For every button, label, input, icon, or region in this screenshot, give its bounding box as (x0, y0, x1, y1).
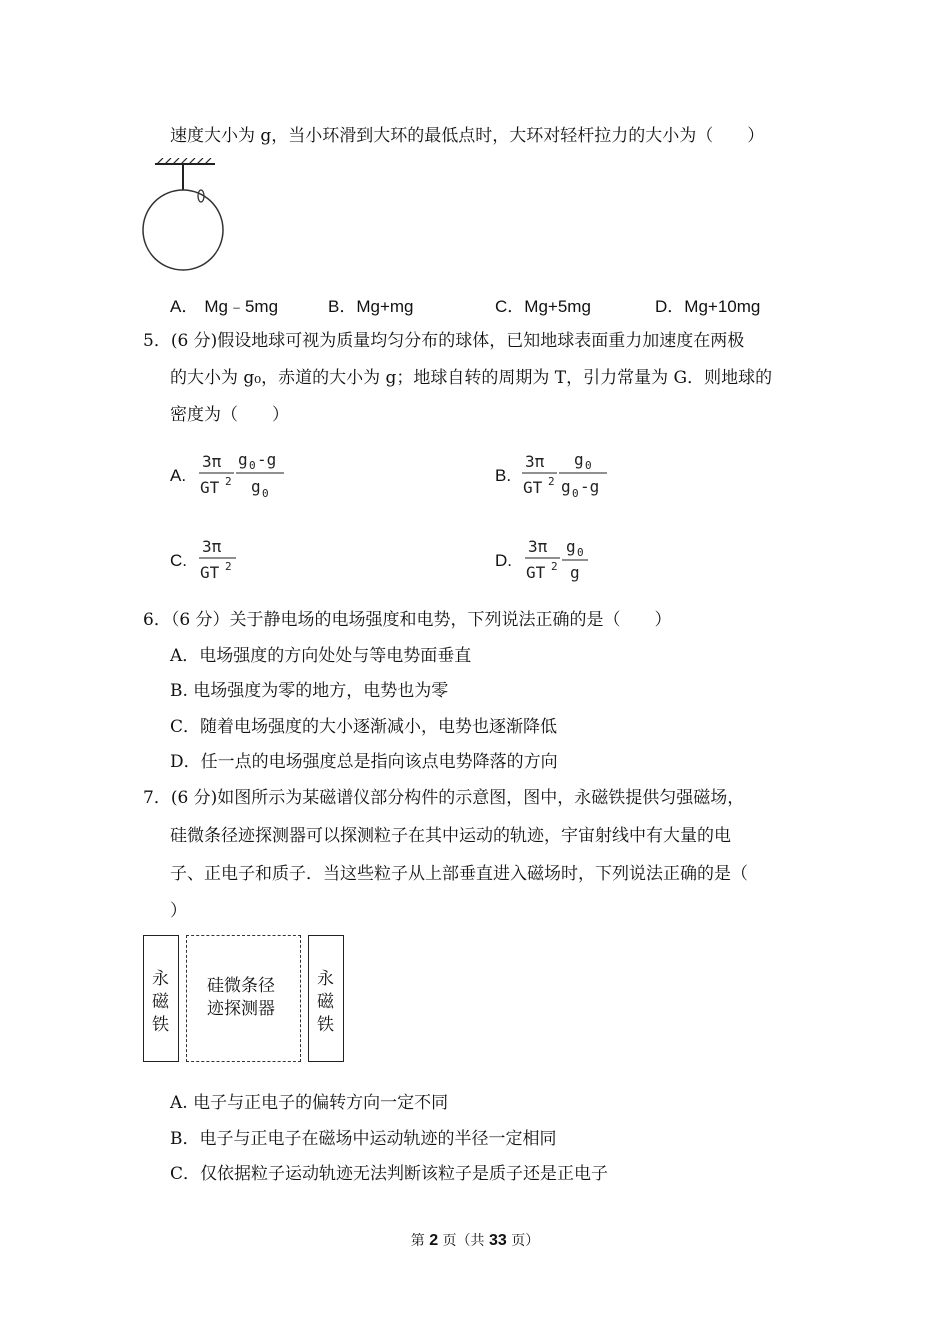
q5-d-den1: GT (526, 563, 546, 582)
q6-option-b[interactable]: B. 电场强度为零的地方，电势也为零 (170, 681, 449, 701)
q5-option-b-formula (519, 448, 619, 504)
footer-suffix: 页） (506, 1233, 540, 1249)
q7-stem-line3: 子、正电子和质子．当这些粒子从上部垂直进入磁场时，下列说法正确的是（ (170, 864, 748, 884)
q7-option-c[interactable]: C．仅依据粒子运动轨迹无法判断该粒子是质子还是正电子 (170, 1164, 609, 1184)
footer-page-number: 2 (429, 1232, 439, 1249)
q5-option-a-formula (196, 448, 296, 504)
left-magnet-char: 永 (152, 969, 169, 989)
q5-d-exp: 2 (551, 560, 558, 573)
q5-option-d-formula (522, 533, 602, 589)
page-footer (0, 1230, 950, 1250)
q5-a-den1: GT (200, 478, 220, 497)
q4-option-c[interactable]: C．Mg+5mg (495, 297, 591, 316)
q5-c-num1: 3π (202, 537, 222, 556)
left-magnet-box (143, 935, 179, 1062)
q5-a-den2: g (251, 477, 261, 496)
q6-stem: 6．（6 分）关于静电场的电场强度和电势，下列说法正确的是（ ） (143, 610, 672, 630)
footer-total-pages: 33 (489, 1232, 507, 1249)
q5-stem-line1: 5．(6 分)假设地球可视为质量均匀分布的球体，已知地球表面重力加速度在两极 (143, 331, 745, 351)
q5-a-num2sub: 0 (249, 459, 256, 472)
q5-stem-line3: 密度为（ ） (170, 405, 289, 425)
detector-box (186, 935, 301, 1062)
q5-a-num2: g (238, 450, 248, 469)
q5-a-num2tail: -g (257, 450, 277, 469)
q5-c-den1: GT (200, 563, 220, 582)
q5-b-num2sub: 0 (585, 459, 592, 472)
q5-a-den2sub: 0 (262, 487, 269, 500)
q5-option-c-label[interactable]: C. (170, 551, 187, 570)
q4-option-a[interactable]: A． Mg﹣5mg (170, 297, 279, 316)
q5-b-den1: GT (523, 478, 543, 497)
q5-b-den2sub: 0 (572, 487, 579, 500)
q5-a-num1: 3π (202, 452, 222, 471)
q6-option-d[interactable]: D．任一点的电场强度总是指向该点电势降落的方向 (170, 752, 558, 772)
q5-b-den2: g (561, 477, 571, 496)
q7-stem-line4: ） (170, 901, 187, 921)
q5-d-num2: g (566, 537, 576, 556)
q6-option-a[interactable]: A．电场强度的方向处处与等电势面垂直 (170, 646, 472, 666)
detector-label-line2: 迹探测器 (207, 999, 275, 1019)
left-magnet-char: 铁 (152, 1015, 169, 1035)
q7-option-b[interactable]: B．电子与正电子在磁场中运动轨迹的半径一定相同 (170, 1129, 557, 1149)
right-magnet-box (308, 935, 344, 1062)
right-magnet-char: 永 (317, 969, 334, 989)
q7-option-a[interactable]: A. 电子与正电子的偏转方向一定不同 (170, 1093, 449, 1113)
q5-a-exp: 2 (225, 475, 232, 488)
footer-prefix: 第 (410, 1233, 430, 1249)
q5-d-num2sub: 0 (577, 546, 584, 559)
q5-d-num1: 3π (528, 537, 548, 556)
q5-b-num1: 3π (525, 452, 545, 471)
detector-label-line1: 硅微条径 (207, 976, 275, 996)
q4-option-b[interactable]: B．Mg+mg (328, 297, 414, 316)
q5-b-num2: g (574, 450, 584, 469)
right-magnet-char: 铁 (317, 1015, 334, 1035)
left-magnet-char: 磁 (152, 992, 169, 1012)
footer-mid: 页（共 (438, 1233, 489, 1249)
q4-option-d[interactable]: D．Mg+10mg (655, 297, 761, 316)
q5-b-exp: 2 (548, 475, 555, 488)
q7-stem-line1: 7．(6 分)如图所示为某磁谱仪部分构件的示意图，图中，永磁铁提供匀强磁场， (143, 788, 745, 808)
ring-on-rod-figure (135, 158, 235, 278)
q4-stem-tail: 速度大小为 g，当小环滑到大环的最低点时，大环对轻杆拉力的大小为（ ） (170, 126, 765, 146)
right-magnet-char: 磁 (317, 992, 334, 1012)
q7-stem-line2: 硅微条径迹探测器可以探测粒子在其中运动的轨迹，宇宙射线中有大量的电 (170, 826, 731, 846)
q5-option-a-label[interactable]: A. (170, 466, 187, 485)
q5-option-b-label[interactable]: B. (495, 466, 512, 485)
q5-option-d-label[interactable]: D. (495, 551, 512, 570)
q5-stem-line2: 的大小为 g₀，赤道的大小为 g；地球自转的周期为 T，引力常量为 G．则地球的 (170, 368, 773, 388)
q5-b-den2tail: -g (580, 477, 600, 496)
q5-d-den2: g (570, 563, 580, 582)
q5-option-c-formula (196, 533, 246, 589)
q5-c-exp: 2 (225, 560, 232, 573)
q6-option-c[interactable]: C．随着电场强度的大小逐渐减小，电势也逐渐降低 (170, 717, 558, 737)
